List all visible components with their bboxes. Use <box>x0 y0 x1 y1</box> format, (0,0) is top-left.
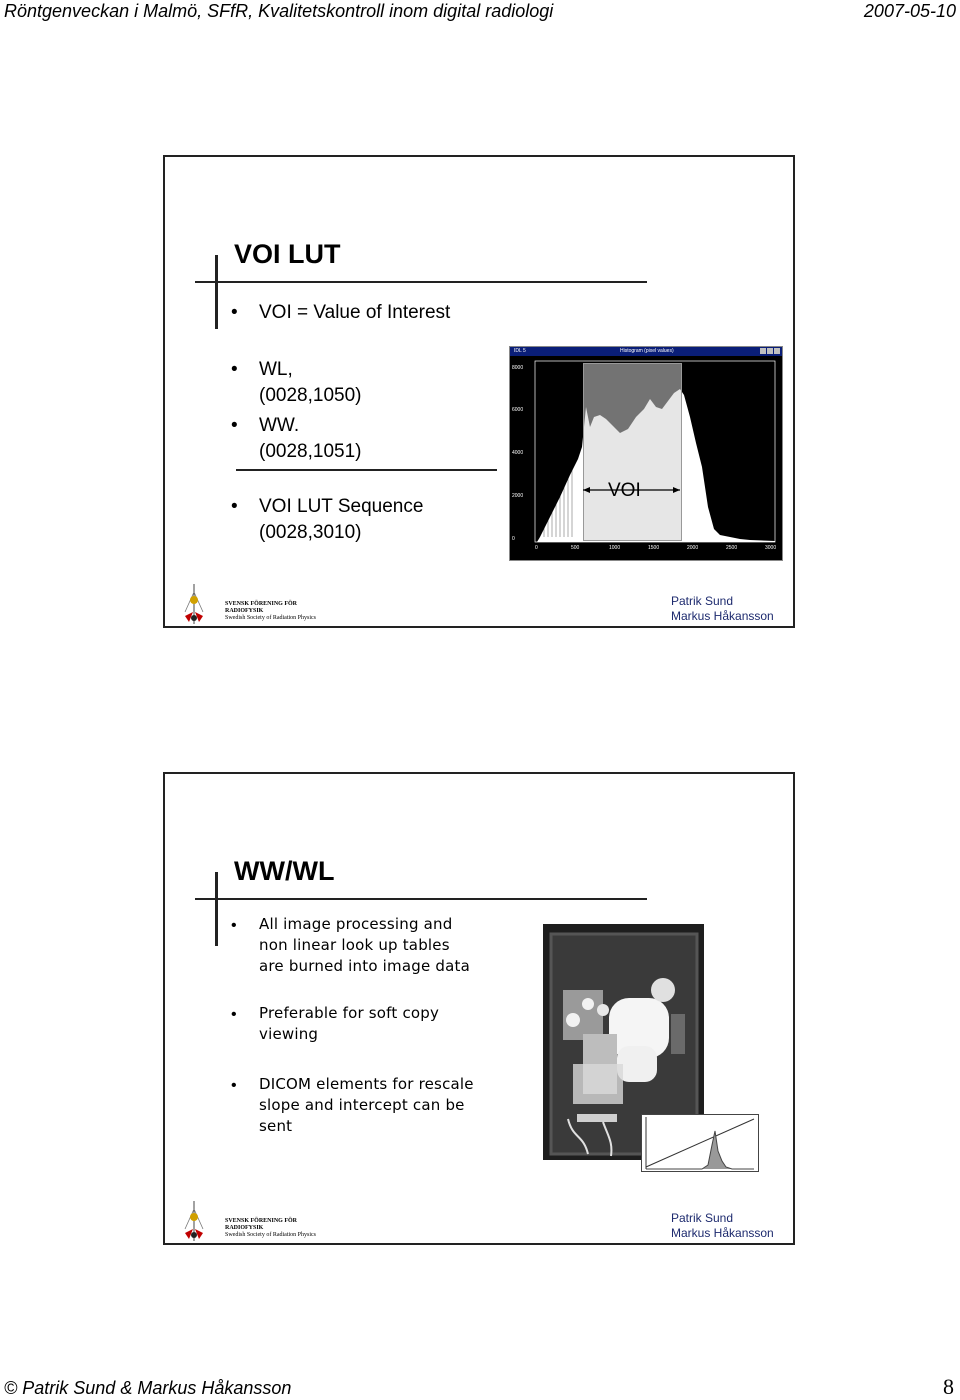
x-tick-label: 1000 <box>609 545 621 551</box>
y-tick-label: 6000 <box>512 407 524 413</box>
author-name: Markus Håkansson <box>671 609 774 623</box>
slide-voi-lut <box>163 155 795 628</box>
x-tick-label: 2500 <box>726 545 738 551</box>
slide-authors <box>671 594 774 624</box>
slide-title: WW/WL <box>234 856 335 886</box>
bullet-text: non linear look up tables <box>259 936 450 954</box>
page-number: 8 <box>943 1374 954 1399</box>
bullet-text: sent <box>259 1117 293 1135</box>
window-title: IDL 5 <box>514 348 526 354</box>
separator-line <box>236 469 497 471</box>
bullet-text: VOI = Value of Interest <box>259 302 451 323</box>
society-logo-icon <box>179 1199 209 1243</box>
y-tick-label: 2000 <box>512 493 524 499</box>
bullet-text: slope and intercept can be <box>259 1096 465 1114</box>
page-header <box>0 0 960 26</box>
document-title: Röntgenveckan i Malmö, SFfR, Kvalitetskontroll inom digital radiologi <box>4 1 554 21</box>
org-line: RADIOFYSIK <box>225 608 264 614</box>
bullet-text: are burned into image data <box>259 957 470 975</box>
lut-histogram-inset <box>641 1114 759 1172</box>
title-underline <box>195 281 647 283</box>
bullet-text: WW. <box>259 415 300 436</box>
y-tick-label: 0 <box>512 536 515 542</box>
y-tick-label: 4000 <box>512 450 524 456</box>
bullet-text: VOI LUT Sequence <box>259 496 424 517</box>
copyright-text: © Patrik Sund & Markus Håkansson <box>4 1378 292 1398</box>
title-accent-bar <box>215 872 218 946</box>
page-footer <box>0 1374 960 1399</box>
society-name <box>225 1218 316 1239</box>
author-name: Patrik Sund <box>671 1211 734 1225</box>
society-name <box>225 601 316 622</box>
org-line: SVENSK FÖRENING FÖR <box>225 601 298 607</box>
lut-curve-drawing <box>642 1115 758 1171</box>
author-name: Patrik Sund <box>671 594 734 608</box>
society-logo-icon <box>179 582 209 626</box>
org-line: RADIOFYSIK <box>225 1225 264 1231</box>
org-line: SVENSK FÖRENING FÖR <box>225 1218 298 1224</box>
voi-label: VOI <box>608 480 641 501</box>
org-subline: Swedish Society of Radiation Physics <box>225 1232 316 1238</box>
title-accent-bar <box>215 255 218 329</box>
org-subline: Swedish Society of Radiation Physics <box>225 615 316 621</box>
y-tick-label: 8000 <box>512 365 524 371</box>
bullet-text: (0028,1051) <box>259 441 362 462</box>
bullet-text: WL, <box>259 359 293 380</box>
x-tick-label: 0 <box>535 545 538 551</box>
bullet-text: (0028,3010) <box>259 522 362 543</box>
histogram-window <box>509 346 783 561</box>
title-underline <box>195 898 647 900</box>
slide-authors <box>671 1211 774 1241</box>
x-tick-label: 1500 <box>648 545 660 551</box>
bullet-text: (0028,1050) <box>259 385 362 406</box>
x-tick-label: 2000 <box>687 545 699 551</box>
histogram-title: Histogram (pixel values) <box>620 348 674 354</box>
voi-range-box <box>583 363 682 541</box>
slide-title: VOI LUT <box>234 239 341 269</box>
author-name: Markus Håkansson <box>671 1226 774 1240</box>
bullet-text: viewing <box>259 1025 319 1043</box>
document-date: 2007-05-10 <box>863 1 956 21</box>
slide-ww-wl <box>163 772 795 1245</box>
bullet-text: Preferable for soft copy <box>259 1004 440 1022</box>
x-tick-label: 3000 <box>765 545 777 551</box>
bullet-text: All image processing and <box>259 915 453 933</box>
x-tick-label: 500 <box>571 545 580 551</box>
bullet-text: DICOM elements for rescale <box>259 1075 474 1093</box>
